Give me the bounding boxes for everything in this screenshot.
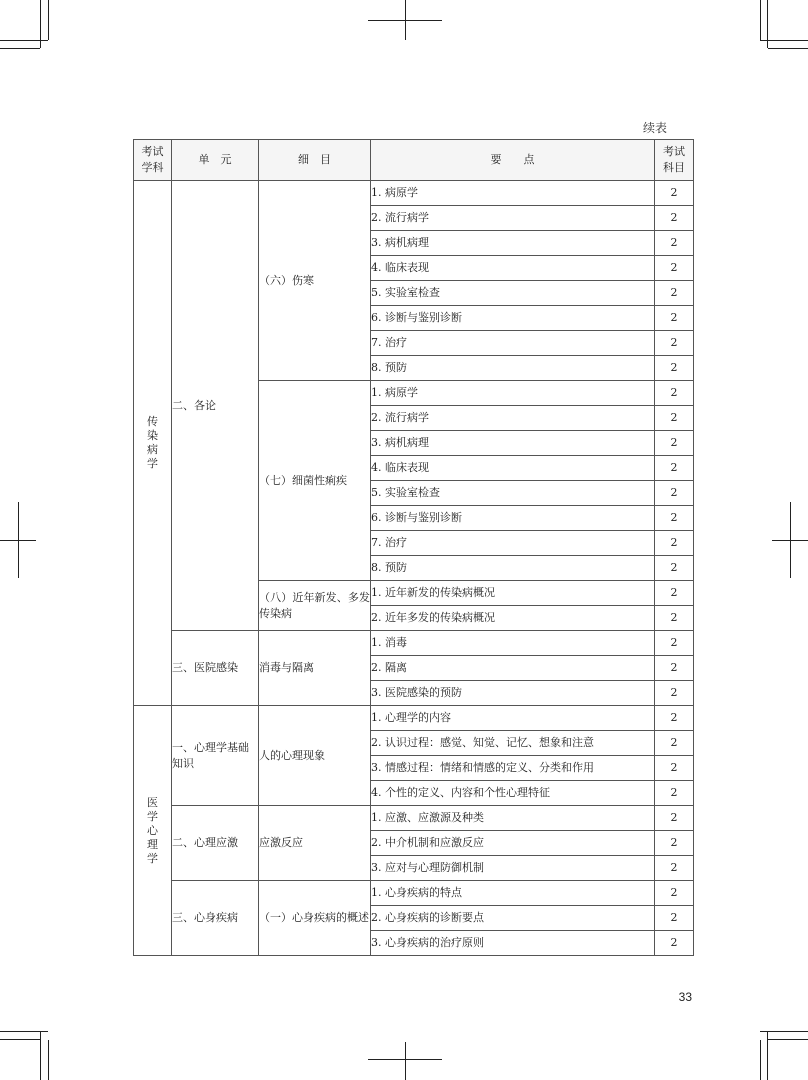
level-cell: 2 (655, 631, 694, 656)
crop-mark (48, 1040, 49, 1080)
point-cell: 1. 心理学的内容 (371, 706, 655, 731)
continued-label: 续表 (643, 121, 668, 135)
point-cell: 2. 流行病学 (371, 406, 655, 431)
table-row (134, 706, 694, 731)
detail-cell: （六）伤寒 (259, 181, 371, 381)
detail-cell: （七）细菌性痢疾 (259, 381, 371, 581)
point-cell: 6. 诊断与鉴别诊断 (371, 506, 655, 531)
level-cell: 2 (655, 406, 694, 431)
point-cell: 1. 心身疾病的特点 (371, 881, 655, 906)
level-cell: 2 (655, 781, 694, 806)
header-point: 要 点 (371, 140, 655, 181)
point-cell: 2. 心身疾病的诊断要点 (371, 906, 655, 931)
detail-cell: （一）心身疾病的概述 (259, 881, 371, 956)
point-cell: 3. 应对与心理防御机制 (371, 856, 655, 881)
table-row (134, 181, 694, 206)
point-cell: 4. 临床表现 (371, 256, 655, 281)
crop-mark (40, 1032, 41, 1080)
level-cell: 2 (655, 431, 694, 456)
point-cell: 2. 隔离 (371, 656, 655, 681)
point-cell: 1. 应激、应激源及种类 (371, 806, 655, 831)
page-number: 33 (678, 990, 692, 1004)
point-cell: 5. 实验室检查 (371, 281, 655, 306)
subject-label: 医学心理学 (147, 795, 158, 865)
crop-mark (768, 48, 808, 49)
crop-mark (405, 1042, 406, 1080)
point-cell: 4. 临床表现 (371, 456, 655, 481)
level-cell: 2 (655, 731, 694, 756)
point-cell: 8. 预防 (371, 356, 655, 381)
subject-cell (134, 706, 172, 956)
crop-mark (18, 502, 19, 578)
point-cell: 5. 实验室检查 (371, 481, 655, 506)
level-cell: 2 (655, 881, 694, 906)
crop-mark (405, 0, 406, 40)
unit-cell: 二、各论 (172, 181, 259, 631)
detail-cell: 应激反应 (259, 806, 371, 881)
level-cell: 2 (655, 331, 694, 356)
unit-cell: 二、心理应激 (172, 806, 259, 881)
point-cell: 2. 认识过程：感觉、知觉、记忆、想象和注意 (371, 731, 655, 756)
level-cell: 2 (655, 706, 694, 731)
level-cell: 2 (655, 806, 694, 831)
point-cell: 2. 流行病学 (371, 206, 655, 231)
level-cell: 2 (655, 456, 694, 481)
crop-mark (48, 0, 49, 40)
detail-cell: 消毒与隔离 (259, 631, 371, 706)
unit-cell: 三、心身疾病 (172, 881, 259, 956)
table-row (134, 806, 694, 831)
crop-mark (760, 0, 761, 40)
level-cell: 2 (655, 381, 694, 406)
point-cell: 3. 病机病理 (371, 231, 655, 256)
crop-mark (760, 1040, 761, 1080)
level-cell: 2 (655, 256, 694, 281)
unit-cell: 三、医院感染 (172, 631, 259, 706)
crop-mark (40, 0, 41, 48)
level-cell: 2 (655, 181, 694, 206)
level-cell: 2 (655, 581, 694, 606)
level-cell: 2 (655, 931, 694, 956)
level-cell: 2 (655, 831, 694, 856)
level-cell: 2 (655, 756, 694, 781)
level-cell: 2 (655, 856, 694, 881)
level-cell: 2 (655, 506, 694, 531)
header-detail: 细 目 (259, 140, 371, 181)
point-cell: 7. 治疗 (371, 531, 655, 556)
point-cell: 2. 中介机制和应激反应 (371, 831, 655, 856)
point-cell: 7. 治疗 (371, 331, 655, 356)
crop-mark (0, 1039, 40, 1040)
point-cell: 3. 情感过程：情绪和情感的定义、分类和作用 (371, 756, 655, 781)
point-cell: 2. 近年多发的传染病概况 (371, 606, 655, 631)
level-cell: 2 (655, 606, 694, 631)
point-cell: 1. 消毒 (371, 631, 655, 656)
detail-cell: 人的心理现象 (259, 706, 371, 806)
point-cell: 3. 心身疾病的治疗原则 (371, 931, 655, 956)
point-cell: 3. 医院感染的预防 (371, 681, 655, 706)
level-cell: 2 (655, 306, 694, 331)
crop-mark (790, 502, 791, 578)
level-cell: 2 (655, 531, 694, 556)
point-cell: 8. 预防 (371, 556, 655, 581)
point-cell: 1. 病原学 (371, 381, 655, 406)
header-level: 考试科目 (655, 140, 694, 181)
point-cell: 6. 诊断与鉴别诊断 (371, 306, 655, 331)
level-cell: 2 (655, 481, 694, 506)
level-cell: 2 (655, 206, 694, 231)
level-cell: 2 (655, 356, 694, 381)
crop-mark (767, 0, 768, 48)
table-row (134, 631, 694, 656)
header-unit: 单 元 (172, 140, 259, 181)
point-cell: 4. 个性的定义、内容和个性心理特征 (371, 781, 655, 806)
table-row (134, 881, 694, 906)
level-cell: 2 (655, 906, 694, 931)
level-cell: 2 (655, 281, 694, 306)
level-cell: 2 (655, 681, 694, 706)
crop-mark (768, 1039, 808, 1040)
level-cell: 2 (655, 231, 694, 256)
unit-cell: 一、心理学基础知识 (172, 706, 259, 806)
subject-cell (134, 181, 172, 706)
table-body (134, 181, 694, 956)
crop-mark (0, 48, 40, 49)
detail-cell: （八）近年新发、多发传染病 (259, 581, 371, 631)
point-cell: 1. 病原学 (371, 181, 655, 206)
header-subject: 考试学科 (134, 140, 172, 181)
point-cell: 3. 病机病理 (371, 431, 655, 456)
subject-label: 传染病学 (147, 415, 158, 470)
level-cell: 2 (655, 556, 694, 581)
table-header (134, 140, 694, 181)
syllabus-table (133, 139, 694, 956)
level-cell: 2 (655, 656, 694, 681)
point-cell: 1. 近年新发的传染病概况 (371, 581, 655, 606)
